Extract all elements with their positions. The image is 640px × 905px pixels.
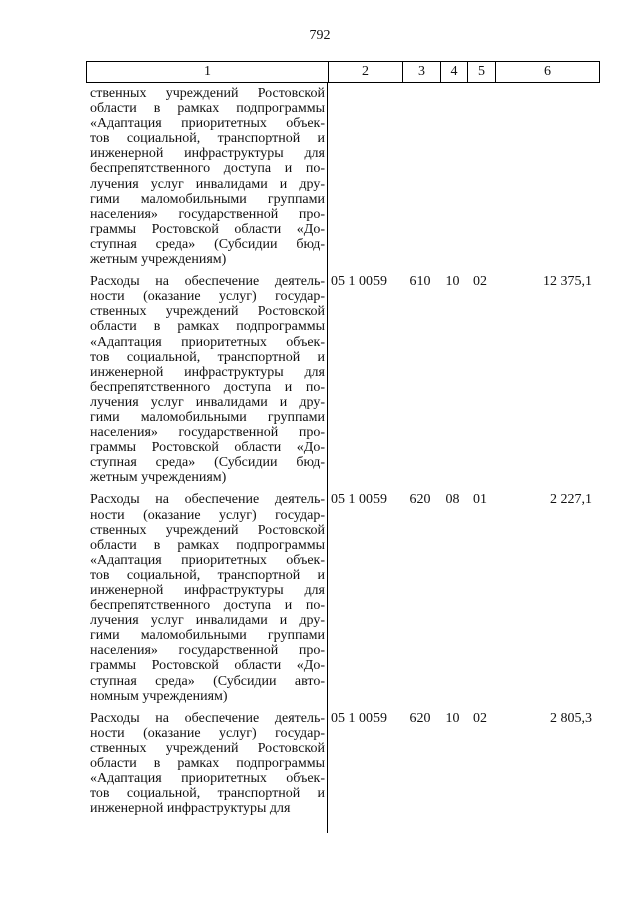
description-line: ственных учреждений Ростовской	[90, 86, 325, 101]
table-row	[86, 711, 600, 817]
header-col-2: 2	[328, 62, 402, 82]
description-line: беспрепятственного доступа и по-	[90, 161, 325, 177]
table-row	[86, 274, 600, 485]
description-line: области в рамках подпрограммы	[90, 101, 325, 117]
description-line: «Адаптация приоритетных объек-	[90, 771, 325, 787]
description-line: населения» государственной про-	[90, 643, 325, 659]
description-line: жетным учреждениям)	[90, 252, 227, 268]
description-line: гими маломобильными группами	[90, 409, 325, 425]
header-col-6: 6	[495, 62, 599, 82]
description-line: беспрепятственного доступа и по-	[90, 379, 325, 395]
pr-cell	[466, 86, 494, 267]
description-line: номным учреждениям)	[90, 688, 228, 704]
header-col-5: 5	[467, 62, 495, 82]
table-header	[86, 61, 600, 83]
description-line: ности (оказание услуг) государ-	[90, 507, 325, 523]
sum-cell: 12 375,1	[543, 274, 592, 290]
description-line: тов социальной, транспортной и	[90, 131, 325, 147]
description-line: тов социальной, транспортной и	[90, 567, 325, 583]
table-body	[86, 86, 600, 816]
description-line: ступная среда» (Субсидии бюд-	[90, 455, 325, 471]
page-number: 792	[309, 28, 331, 43]
header-col-1: 1	[204, 64, 211, 79]
description-line: ступная среда» (Субсидии бюд-	[90, 236, 325, 252]
description-line: ственных учреждений Ростовской	[90, 304, 325, 320]
description-line: инженерной инфраструктуры для	[90, 364, 325, 380]
sum-cell: 2 227,1	[550, 492, 592, 508]
rz-cell: 08	[445, 492, 460, 508]
description-line: области в рамках подпрограммы	[90, 319, 325, 335]
csr-cell	[327, 86, 401, 267]
description-line: граммы Ростовской области «До-	[90, 658, 325, 674]
description-line: лучения услуг инвалидами и дру-	[90, 394, 325, 410]
description-line: граммы Ростовской области «До-	[90, 221, 325, 237]
description-line: гими маломобильными группами	[90, 191, 325, 207]
description-line: ности (оказание услуг) государ-	[90, 289, 325, 305]
description-line: населения» государственной про-	[90, 206, 325, 222]
vr-cell: 610	[409, 274, 431, 290]
csr-cell: 05 1 0059	[331, 710, 387, 726]
vr-cell: 620	[409, 492, 431, 508]
description-cell	[86, 492, 327, 703]
description-line: инженерной инфраструктуры для	[90, 146, 325, 162]
description-cell	[86, 274, 327, 485]
rz-cell	[439, 86, 466, 267]
description-line: гими маломобильными группами	[90, 628, 325, 644]
header-col-3: 3	[402, 62, 440, 82]
rz-cell: 10	[445, 710, 460, 726]
description-line: жетным учреждениям)	[90, 470, 227, 486]
description-line: населения» государственной про-	[90, 425, 325, 441]
description-line: граммы Ростовской области «До-	[90, 440, 325, 456]
description-cell	[86, 711, 327, 817]
description-line: тов социальной, транспортной и	[90, 786, 325, 802]
pr-cell: 02	[473, 710, 487, 726]
description-line: ступная среда» (Субсидии авто-	[90, 673, 325, 689]
sum-cell: 2 805,3	[550, 710, 592, 726]
description-line: ственных учреждений Ростовской	[90, 522, 325, 538]
description-line: лучения услуг инвалидами и дру-	[90, 176, 325, 192]
description-line: лучения услуг инвалидами и дру-	[90, 613, 325, 629]
vr-cell	[401, 86, 439, 267]
description-line: «Адаптация приоритетных объек-	[90, 552, 325, 568]
description-line: беспрепятственного доступа и по-	[90, 598, 325, 614]
csr-cell: 05 1 0059	[331, 492, 387, 508]
description-line: «Адаптация приоритетных объек-	[90, 334, 325, 350]
description-line: тов социальной, транспортной и	[90, 349, 325, 365]
pr-cell: 02	[473, 274, 487, 290]
description-line: «Адаптация приоритетных объек-	[90, 116, 325, 132]
header-col-4: 4	[440, 62, 467, 82]
description-line: инженерной инфраструктуры для	[90, 583, 325, 598]
table-row	[86, 492, 600, 703]
description-line: инженерной инфраструктуры для	[90, 801, 291, 817]
csr-cell: 05 1 0059	[331, 274, 387, 290]
description-line: области в рамках подпрограммы	[90, 756, 325, 772]
description-line: области в рамках подпрограммы	[90, 537, 325, 553]
description-line: Расходы на обеспечение деятель-	[90, 710, 325, 726]
description-line: ности (оказание услуг) государ-	[90, 725, 325, 741]
sum-cell	[494, 86, 598, 267]
rz-cell: 10	[445, 274, 460, 290]
description-line: Расходы на обеспечение деятель-	[90, 274, 325, 290]
pr-cell: 01	[473, 492, 487, 508]
description-cell	[86, 86, 327, 267]
description-line: ственных учреждений Ростовской	[90, 740, 325, 756]
vr-cell: 620	[409, 710, 431, 726]
description-line: Расходы на обеспечение деятель-	[90, 492, 325, 508]
table-row	[86, 86, 600, 267]
